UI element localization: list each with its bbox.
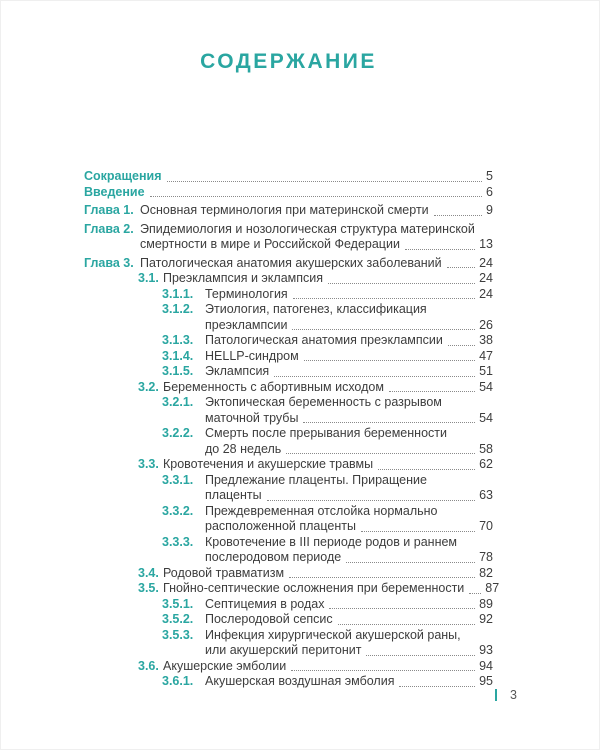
toc-entry-title: Эклампсия [205,364,270,378]
footer-accent-bar [495,689,497,701]
toc-entry [84,203,493,219]
toc-entry-line [205,442,493,458]
toc-entry-page: 78 [479,550,493,564]
toc-entry-title: Послеродовой сепсис [205,612,333,626]
toc-entry-page: 5 [486,169,493,183]
dotted-leader [346,562,475,563]
toc-entry [84,504,493,535]
toc-entry-line [140,203,493,219]
dotted-leader [289,577,475,578]
toc-entry [84,581,500,597]
toc-entry-title-line: Кровотечение в III периоде родов и раннем [205,534,458,549]
dotted-leader [267,500,475,501]
toc-entry-line [140,237,493,253]
toc-entry-page: 6 [486,184,493,199]
dotted-leader [389,391,475,392]
toc-entry [84,395,493,426]
toc-entry-title-line: Эктопическая беременность с разрывом [205,395,442,409]
dotted-leader [448,345,475,346]
toc-entry-page: 24 [479,286,493,301]
toc-entry-page: 24 [479,271,493,285]
dotted-leader [167,181,483,182]
toc-entry-page: 51 [479,364,493,378]
toc-entry-label: 3.3.2. [162,503,194,518]
toc-entry-label: 3.3.3. [162,534,194,549]
toc-entry-line [205,550,493,566]
toc-entry-label: 3.4. [138,565,159,580]
toc-entry-label: 3.3. [138,457,159,471]
toc-entry-title: Родовой травматизм [163,565,285,580]
dotted-leader [399,686,475,687]
toc-entry-label: 3.2.1. [162,395,194,409]
toc-entry-title: Акушерская воздушная эмболия [205,674,395,688]
toc-entry-page: 26 [479,317,493,332]
toc-entry-page: 9 [486,203,493,217]
toc-entry-line [205,333,493,349]
toc-entry [84,628,493,659]
dotted-leader [329,608,475,609]
toc-entry-title: или акушерский перитонит [205,643,362,657]
toc-entry [84,659,493,675]
dotted-leader [328,283,475,284]
toc-entry-title: плаценты [205,488,262,502]
toc-entry-page: 54 [479,410,493,425]
toc-entry-title-line: Предлежание плаценты. Приращение [205,472,427,487]
toc-entry-title: Основная терминология при материнской смерти [140,203,429,217]
page-footer [84,688,517,702]
toc-entry-label: 3.1.1. [162,286,194,301]
dotted-leader [291,670,475,671]
toc-entry-label: 3.3.1. [162,472,194,487]
toc-entry-title: послеродовом периоде [205,550,342,564]
toc-entry-line [140,256,493,272]
toc-entry-page: 54 [479,379,493,394]
toc-entry [84,473,493,504]
toc-entry-page: 95 [479,674,493,688]
toc-entry-label: 3.5.1. [162,596,194,611]
toc-entry [84,169,493,185]
toc-entry-page: 62 [479,457,493,471]
toc-entry [84,457,493,473]
toc-entry-title-line: Смерть после прерывания беременности [205,426,447,440]
toc-entry-title: маточной трубы [205,410,299,425]
toc-entry-line [205,612,493,628]
toc-entry-title: Акушерские эмболии [163,658,287,673]
toc-entry-label: 3.6. [138,658,159,673]
toc-entry-line [163,271,493,287]
toc-entry-title: до 28 недель [205,441,282,456]
toc-entry-label: 3.5. [138,581,159,595]
toc-entry-title: Преэклампсия и эклампсия [163,271,324,285]
toc-entry-page: 47 [479,348,493,363]
toc-entry [84,612,493,628]
toc-entry-title: расположенной плаценты [205,519,356,533]
toc-entry [84,364,493,380]
toc-entry-line [205,411,493,427]
toc-entry-title: преэклампсии [205,317,288,332]
toc-entry-line [205,597,493,613]
toc-entry [84,302,493,333]
dotted-leader [434,215,482,216]
toc-entry-label: 3.1.4. [162,348,194,363]
dotted-leader [303,422,475,423]
toc-entry-label: Сокращения [84,169,162,183]
toc-entry-title-line: Этиология, патогенез, классификация [205,302,427,316]
toc-entry-title: смертности в мире и Российской Федерации [140,237,400,251]
toc-entry-line [84,185,493,201]
toc-entry-page: 38 [479,333,493,347]
toc-entry-title: HELLP-синдром [205,348,299,363]
toc-entry-page: 82 [479,565,493,580]
dotted-leader [150,196,482,197]
toc-entry-line [163,659,493,675]
footer-page-number: 3 [510,688,517,702]
toc-entry-line [163,457,493,473]
toc-entry [84,185,493,201]
toc-entry-label: 3.1.5. [162,364,194,378]
toc-entry-line [205,519,493,535]
dotted-leader [469,593,481,594]
toc-entry-page: 92 [479,612,493,626]
toc-entry-label: 3.1. [138,271,159,285]
page-title: СОДЕРЖАНИЕ [200,50,377,73]
toc-entry-title: Септицемия в родах [205,596,325,611]
toc-entry-label: 3.2. [138,379,159,394]
dotted-leader [447,267,475,268]
toc-entry [84,535,493,566]
toc-entry-title: Кровотечения и акушерские травмы [163,457,374,471]
toc-entry [84,256,493,272]
toc-entry-page: 89 [479,596,493,611]
dotted-leader [292,329,475,330]
toc-entry-page: 93 [479,643,493,657]
toc-entry-title: Беременность с абортивным исходом [163,379,384,394]
toc-entry-line [205,287,493,303]
dotted-leader [338,624,475,625]
dotted-leader [366,655,475,656]
toc-entry-title-line: Эпидемиология и нозологическая структура материнской [140,221,475,236]
dotted-leader [274,376,475,377]
dotted-leader [378,469,475,470]
toc-entry-label: 3.5.2. [162,612,194,626]
dotted-leader [286,453,475,454]
toc-entry [84,380,493,396]
toc-entry [84,597,493,613]
toc-entry [84,271,493,287]
toc-list [84,169,500,690]
toc-entry-line [205,364,493,380]
toc-entry-page: 58 [479,441,493,456]
dotted-leader [304,360,475,361]
toc-entry-page: 94 [479,658,493,673]
toc-entry-line [205,318,493,334]
toc-entry-label: Глава 1. [84,203,134,217]
toc-entry [84,426,493,457]
toc-entry-label: Глава 3. [84,255,134,270]
toc-entry-line [205,349,493,365]
toc-entry-line [205,488,493,504]
dotted-leader [293,298,475,299]
toc-entry-page: 13 [479,237,493,251]
toc-entry-label: 3.5.3. [162,627,194,642]
toc-entry-label: Введение [84,184,145,199]
toc-entry-title: Терминология [205,286,288,301]
toc-entry-line [163,380,493,396]
toc-entry-title: Патологическая анатомия преэклампсии [205,333,443,347]
dotted-leader [361,531,475,532]
toc-entry-page: 63 [479,488,493,502]
toc-entry [84,287,493,303]
toc-entry-title: Патологическая анатомия акушерских заболеваний [140,255,442,270]
toc-entry-page: 24 [479,255,493,270]
toc-entry [84,349,493,365]
toc-entry-label: Глава 2. [84,221,134,236]
toc-entry-label: 3.1.3. [162,333,194,347]
toc-entry [84,333,493,349]
toc-entry [84,222,493,253]
toc-entry-title-line: Преждевременная отслойка нормально [205,503,438,518]
toc-entry-title-line: Инфекция хирургической акушерской раны, [205,627,461,642]
toc-entry-page: 87 [485,581,500,595]
toc-entry-label: 3.1.2. [162,302,194,316]
toc-entry-label: 3.6.1. [162,674,194,688]
toc-entry-line [84,169,493,185]
toc-entry-title: Гнойно-септические осложнения при беременности [163,581,465,595]
dotted-leader [405,249,475,250]
toc-entry-line [205,643,493,659]
toc-entry-line [163,581,500,597]
toc-entry [84,566,493,582]
toc-entry-label: 3.2.2. [162,426,194,440]
toc-entry-line [163,566,493,582]
toc-entry-page: 70 [479,519,493,533]
